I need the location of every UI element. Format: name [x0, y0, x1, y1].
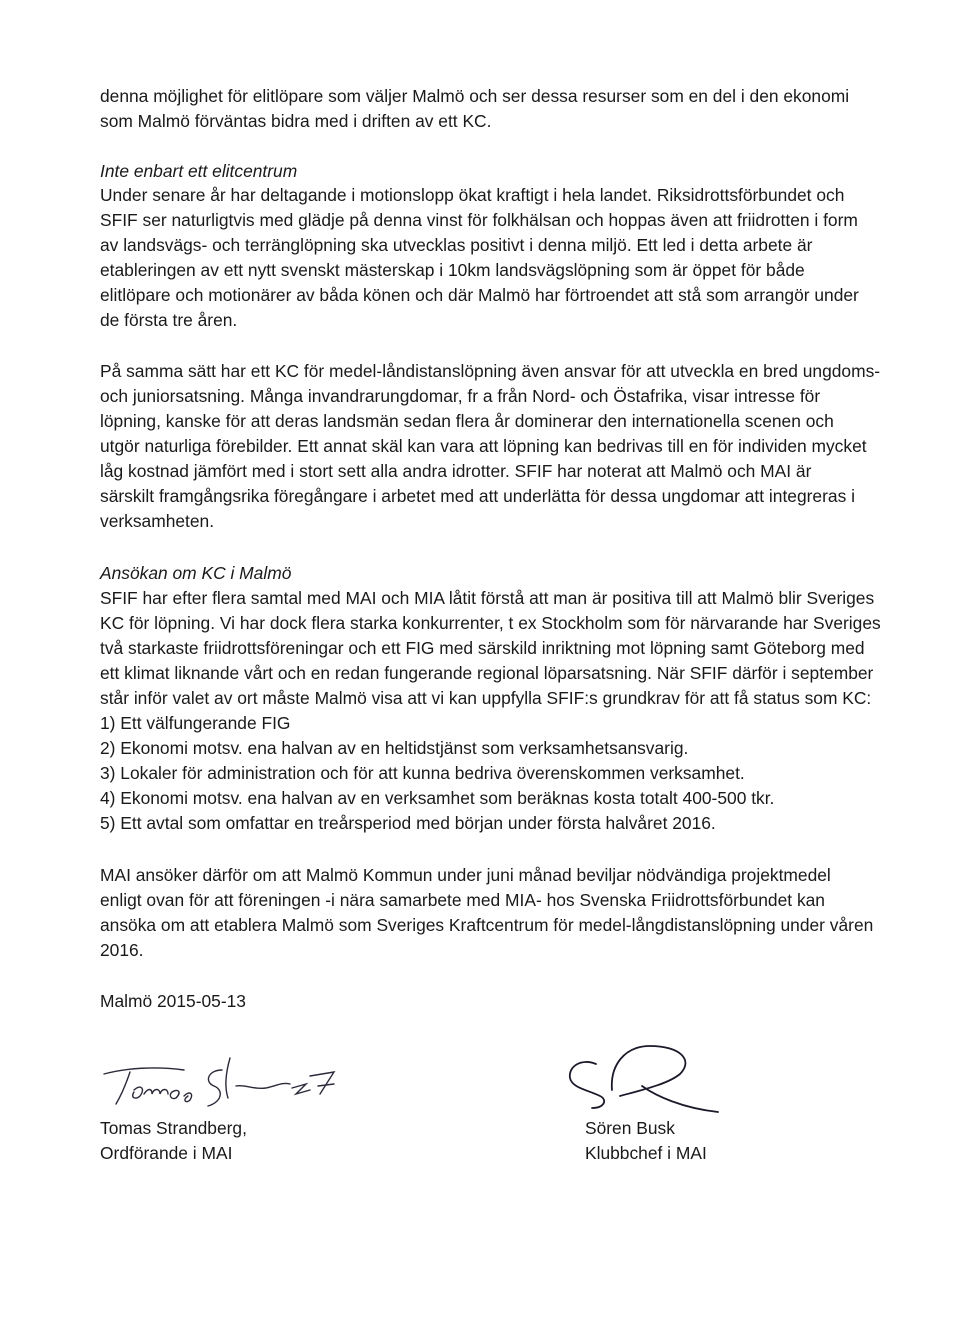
place-date: Malmö 2015-05-13 — [100, 991, 246, 1011]
signer-left — [100, 1116, 247, 1166]
text-line: de första tre åren. — [100, 310, 238, 330]
list-item: 3) Lokaler för administration och för att kunna bedriva överenskommen verksamhet. — [100, 763, 745, 783]
signer-right-name: Sören Busk — [585, 1118, 675, 1138]
text-line: ansöka om att etablera Malmö som Sveriges Kraftcentrum för medel-långdistanslöpning under våren — [100, 915, 874, 935]
text-line: ett klimat liknande vårt och en redan fungerande regional löparsatsning. När SFIF därför i september — [100, 663, 874, 683]
signer-right-role: Klubbchef i MAI — [585, 1143, 707, 1163]
text-line: verksamheten. — [100, 511, 215, 531]
list-item: 5) Ett avtal som omfattar en treårsperiod med början under första halvåret 2016. — [100, 813, 716, 833]
text-line: låg kostnad jämfört med i stort sett alla andra idrotter. SFIF har noterat att Malmö och MAI är — [100, 461, 812, 481]
list-item: 1) Ett välfungerande FIG — [100, 713, 291, 733]
text-line: utgör naturliga förebilder. Ett annat skäl kan vara att löpning kan bedrivas till en för individen mycket — [100, 436, 867, 456]
text-line: KC för löpning. Vi har dock flera starka konkurrenter, t ex Stockholm som för närvarande har Sveriges — [100, 613, 881, 633]
signer-right — [585, 1116, 707, 1166]
list-item: 4) Ekonomi motsv. ena halvan av en verksamhet som beräknas kosta totalt 400-500 tkr. — [100, 788, 775, 808]
signer-left-role: Ordförande i MAI — [100, 1143, 233, 1163]
text-line: SFIF har efter flera samtal med MAI och MIA låtit förstå att man är positiva till att Malmö blir Sveriges — [100, 588, 875, 608]
list-item: 2) Ekonomi motsv. ena halvan av en heltidstjänst som verksamhetsansvarig. — [100, 738, 689, 758]
text-line: MAI ansöker därför om att Malmö Kommun under juni månad beviljar nödvändiga projektmedel — [100, 865, 831, 885]
text-line: elitlöpare och motionärer av båda könen och där Malmö har förtroendet att stå som arrangör under — [100, 285, 859, 305]
text-line: står inför valet av ort måste Malmö visa att vi kan uppfylla SFIF:s grundkrav för att få status som KC: — [100, 688, 872, 708]
requirements-list — [100, 711, 774, 836]
paragraph-application — [100, 586, 881, 711]
text-line: löpning, kanske för att deras landsmän sedan flera år dominerar den internationella scenen och — [100, 411, 834, 431]
text-line: särskilt framgångsrika föregångare i arbetet med att underlätta för dessa ungdomar att integreras i — [100, 486, 855, 506]
text-line: SFIF ser naturligtvis med glädje på denna vinst för folkhälsan och hoppas även att friidrotten i form — [100, 210, 858, 230]
text-line: denna möjlighet för elitlöpare som väljer Malmö och ser dessa resurser som en del i den ekonomi — [100, 86, 850, 106]
text-line: och juniorsatsning. Många invandrarungdomar, fr a från Nord- och Östafrika, visar intresse för — [100, 386, 821, 406]
section-heading-elite-centre: Inte enbart ett elitcentrum — [100, 161, 298, 181]
text-line: Under senare år har deltagande i motionslopp ökat kraftigt i hela landet. Riksidrottsförbundet och — [100, 185, 845, 205]
text-line: etableringen av ett nytt svenskt mästerskap i 10km landsvägslöpning som är öppet för både — [100, 260, 805, 280]
paragraph-continuation — [100, 84, 849, 134]
paragraph-motion-races — [100, 183, 859, 333]
text-line: enligt ovan för att föreningen -i nära samarbete med MIA- hos Svenska Friidrottsförbundet kan — [100, 890, 825, 910]
text-line: som Malmö förväntas bidra med i driften av ett KC. — [100, 111, 492, 131]
text-line: På samma sätt har ett KC för medel-låndistanslöpning även ansvar för att utveckla en bred ungdoms- — [100, 361, 881, 381]
section-heading-application: Ansökan om KC i Malmö — [100, 563, 292, 583]
signature-right-image — [562, 1040, 732, 1120]
text-line: 2016. — [100, 940, 144, 960]
text-line: av landsvägs- och terränglöpning ska utvecklas positivt i denna miljö. Ett led i detta arbete är — [100, 235, 813, 255]
paragraph-request — [100, 863, 873, 963]
paragraph-youth-program — [100, 359, 880, 534]
signature-left-image — [96, 1046, 356, 1116]
signer-left-name: Tomas Strandberg, — [100, 1118, 247, 1138]
text-line: två starkaste friidrottsföreningar och ett FIG med särskild inriktning mot löpning samt Göteborg med — [100, 638, 865, 658]
